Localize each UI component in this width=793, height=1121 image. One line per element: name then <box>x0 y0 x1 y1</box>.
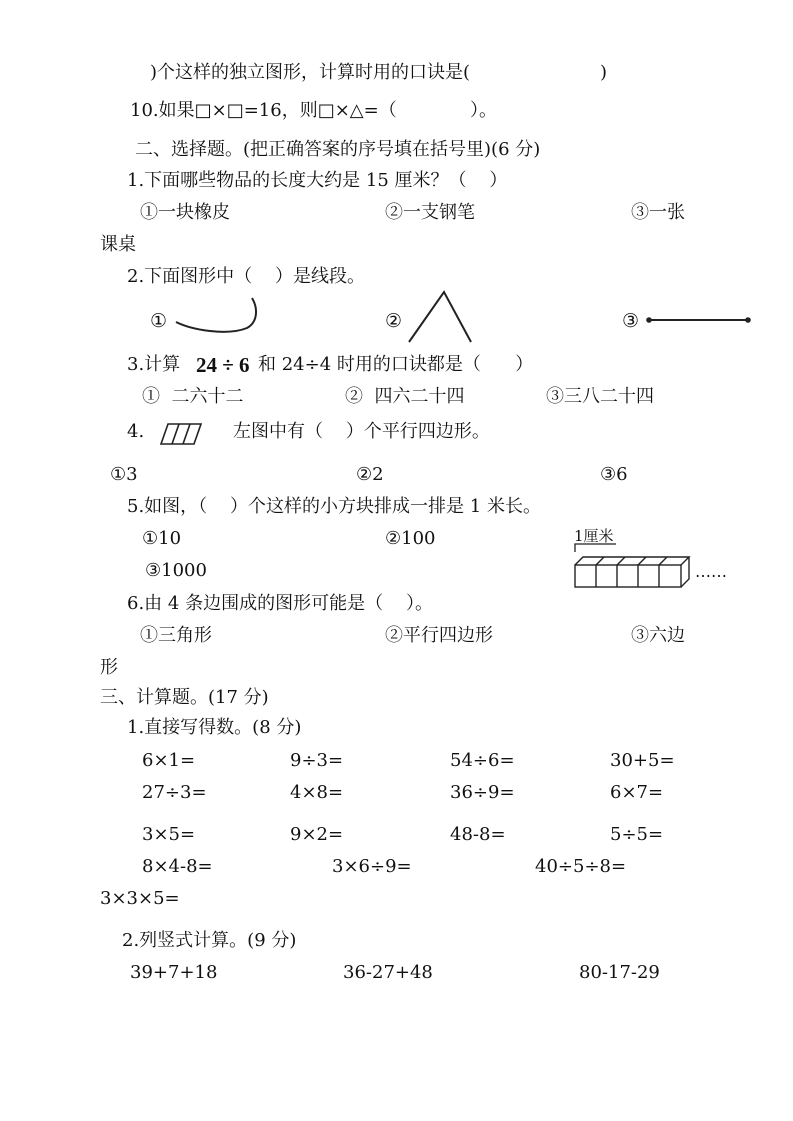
q6-stem: 6.由 4 条边围成的图形可能是（ ）。 <box>127 593 433 614</box>
q10: 10.如果□×□=16，则□×△=（ <box>130 100 397 121</box>
calc-item: 30+5= <box>610 750 675 771</box>
q2-figure-2-label: ② <box>385 310 403 332</box>
q1-option-3-wrap: 课桌 <box>100 234 136 255</box>
vertical-calc-item: 39+7+18 <box>130 962 218 983</box>
broken-line-figure <box>405 288 475 346</box>
q9-tail: )个这样的独立图形，计算时用的口诀是( <box>150 62 471 83</box>
line-segment-figure <box>644 313 754 327</box>
section3-title: 三、计算题。(17 分) <box>100 687 269 708</box>
q3-option-3: ③三八二十四 <box>546 386 654 407</box>
q3-stem-math: 24 ÷ 6 <box>196 353 250 377</box>
calc-item: 9÷3= <box>290 750 344 771</box>
parallelogram-figure <box>158 421 204 447</box>
calc-item: 3×6÷9= <box>332 856 412 877</box>
q3-stem-prefix: 3.计算 <box>127 354 186 375</box>
q3-stem-suffix: 和 24÷4 时用的口诀都是（ ） <box>258 354 534 375</box>
vertical-calc-item: 80-17-29 <box>579 962 660 983</box>
q9-close: ) <box>600 62 608 83</box>
q5-figure-label: 1厘米 <box>574 527 614 545</box>
q1-option-3: ③一张 <box>631 202 685 223</box>
calc-item: 6×7= <box>610 782 664 803</box>
q6-option-3-wrap: 形 <box>100 657 118 678</box>
q10-close: ）。 <box>470 100 497 121</box>
q2-stem: 2.下面图形中（ ）是线段。 <box>127 266 366 287</box>
q6-option-2: ②平行四边形 <box>385 625 493 646</box>
q5-option-3: ③1000 <box>145 560 207 581</box>
q1-option-1: ①一块橡皮 <box>140 202 230 223</box>
section3-sub2: 2.列竖式计算。(9 分) <box>122 930 297 951</box>
q1-stem: 1.下面哪些物品的长度大约是 15 厘米？（ ） <box>127 170 508 191</box>
section3-sub1: 1.直接写得数。(8 分) <box>127 717 302 738</box>
calc-item: 5÷5= <box>610 824 664 845</box>
q5-stem: 5.如图，（ ）个这样的小方块排成一排是 1 米长。 <box>127 496 541 517</box>
calc-item: 54÷6= <box>450 750 515 771</box>
calc-item: 3×5= <box>142 824 196 845</box>
calc-item: 4×8= <box>290 782 344 803</box>
vertical-calc-item: 36-27+48 <box>343 962 433 983</box>
calc-item: 48-8= <box>450 824 506 845</box>
calc-item: 36÷9= <box>450 782 515 803</box>
q3-option-2: ② 四六二十四 <box>345 386 465 407</box>
calc-item: 40÷5÷8= <box>535 856 627 877</box>
calc-item: 9×2= <box>290 824 344 845</box>
q2-figure-3-label: ③ <box>622 310 640 332</box>
q5-figure-dots: …… <box>695 562 727 581</box>
q4-option-3: ③6 <box>600 464 628 485</box>
q4-option-2: ②2 <box>356 464 384 485</box>
q4-number: 4. <box>127 421 145 442</box>
calc-item: 6×1= <box>142 750 196 771</box>
q5-option-1: ①10 <box>142 528 182 549</box>
q1-option-2: ②一支钢笔 <box>385 202 475 223</box>
q2-figure-1-label: ① <box>150 310 168 332</box>
q3-option-1: ① 二六十二 <box>142 386 244 407</box>
calc-item: 3×3×5= <box>100 888 180 909</box>
calc-item: 27÷3= <box>142 782 207 803</box>
curve-figure <box>172 294 262 339</box>
section2-title: 二、选择题。(把正确答案的序号填在括号里)(6 分) <box>135 139 541 160</box>
cube-row-figure <box>572 542 694 590</box>
q4-stem: 左图中有（ ）个平行四边形。 <box>233 421 490 442</box>
q4-option-1: ①3 <box>110 464 138 485</box>
calc-item: 8×4-8= <box>142 856 213 877</box>
q5-option-2: ②100 <box>385 528 436 549</box>
q6-option-1: ①三角形 <box>140 625 212 646</box>
q6-option-3: ③六边 <box>631 625 685 646</box>
